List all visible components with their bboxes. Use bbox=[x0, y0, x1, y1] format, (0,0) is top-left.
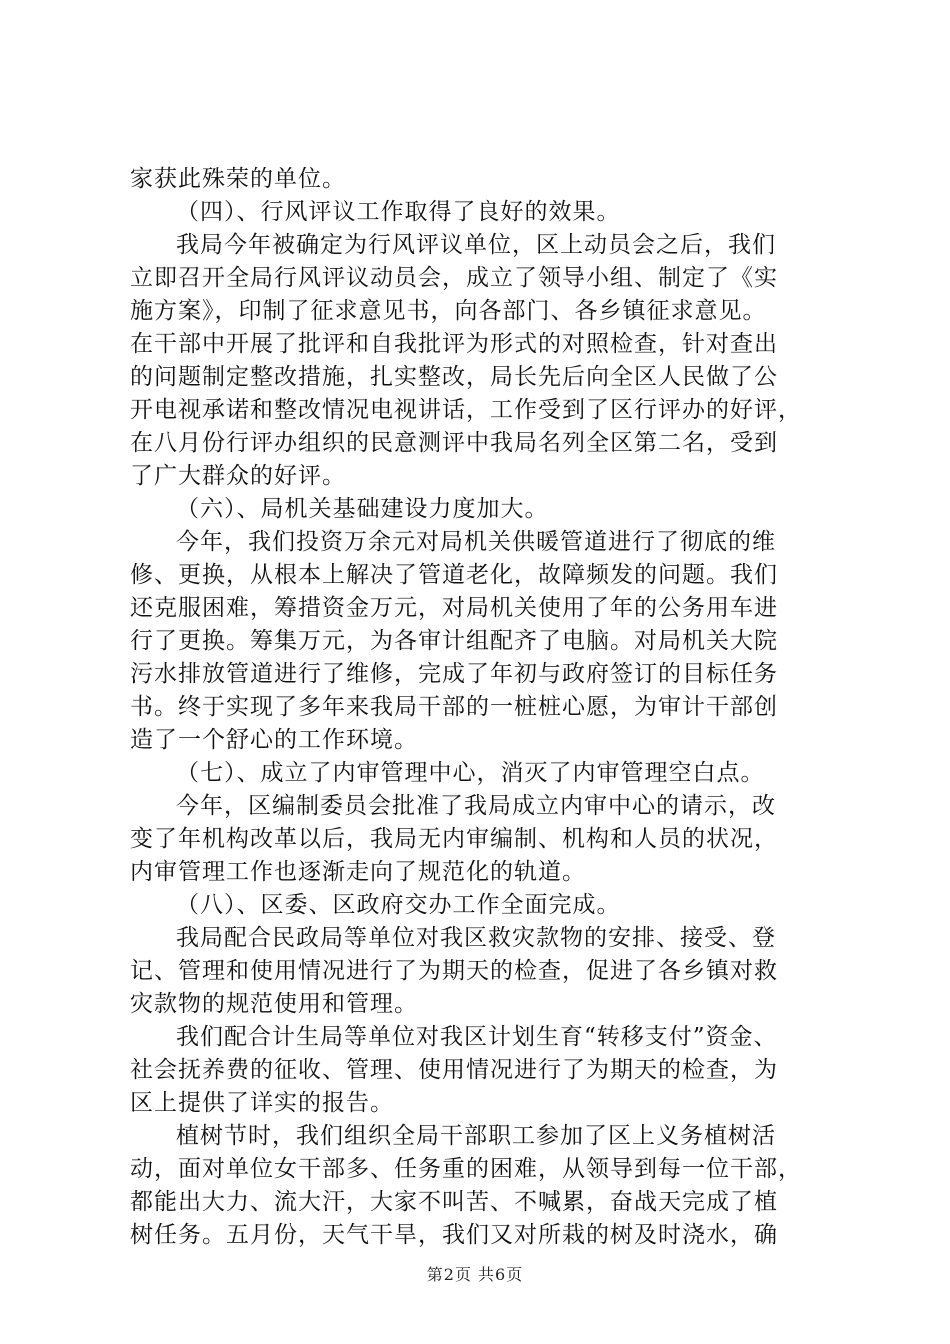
section-heading: （七）、成立了内审管理中心，消灭了内审管理空白点。 bbox=[176, 760, 765, 786]
text-line: 了广大群众的好评。 bbox=[130, 463, 346, 489]
section-heading: （四）、行风评议工作取得了良好的效果。 bbox=[176, 199, 621, 225]
text-line: 污水排放管道进行了维修，完成了年初与政府签订的目标任务 bbox=[130, 661, 778, 687]
text-line: 我们配合计生局等单位对我区计划生育“转移支付”资金、 bbox=[176, 1024, 778, 1050]
text-line: 灾款物的规范使用和管理。 bbox=[130, 991, 418, 1017]
text-line: 树任务。五月份，天气干旱，我们又对所栽的树及时浇水，确 bbox=[130, 1222, 778, 1248]
text-line: 社会抚养费的征收、管理、使用情况进行了为期天的检查，为 bbox=[130, 1057, 778, 1083]
text-line: 都能出大力、流大汗，大家不叫苦、不喊累，奋战天完成了植 bbox=[130, 1189, 778, 1215]
text-line: 区上提供了详实的报告。 bbox=[130, 1090, 394, 1116]
text-line: 还克服困难，筹措资金万元，对局机关使用了年的公务用车进 bbox=[130, 595, 778, 621]
text-line: 修、更换，从根本上解决了管道老化，故障频发的问题。我们 bbox=[130, 562, 778, 588]
text-line: 我局配合民政局等单位对我区救灾款物的安排、接受、登 bbox=[176, 925, 776, 951]
page-footer bbox=[0, 1262, 950, 1285]
section-heading: （六）、局机关基础建设力度加大。 bbox=[176, 496, 549, 522]
text-line: 施方案》，印制了征求意见书，向各部门、各乡镇征求意见。 bbox=[130, 298, 767, 324]
text-line: 在干部中开展了批评和自我批评为形式的对照检查，针对查出 bbox=[130, 331, 778, 357]
text-line: 造了一个舒心的工作环境。 bbox=[130, 727, 418, 753]
text-line: 在八月份行评办组织的民意测评中我局名列全区第二名，受到 bbox=[130, 430, 778, 456]
text-line: 今年，我们投资万余元对局机关供暖管道进行了彻底的维 bbox=[176, 529, 776, 555]
text-line: 行了更换。筹集万元，为各审计组配齐了电脑。对局机关大院 bbox=[130, 628, 778, 654]
text-line: 我局今年被确定为行风评议单位，区上动员会之后，我们 bbox=[176, 232, 776, 258]
text-line: 的问题制定整改措施，扎实整改，局长先后向全区人民做了公 bbox=[130, 364, 778, 390]
page-number-label: 第2页 共6页 bbox=[426, 1265, 524, 1284]
text-line: 动，面对单位女干部多、任务重的困难，从领导到每一位干部， bbox=[130, 1156, 802, 1182]
text-line: 今年，区编制委员会批准了我局成立内审中心的请示，改 bbox=[176, 793, 776, 819]
text-line: 立即召开全局行风评议动员会，成立了领导小组、制定了《实 bbox=[130, 265, 778, 291]
text-line: 开电视承诺和整改情况电视讲话，工作受到了区行评办的好评， bbox=[130, 397, 802, 423]
text-line: 变了年机构改革以后，我局无内审编制、机构和人员的状况， bbox=[130, 826, 778, 852]
document-body bbox=[130, 163, 830, 1252]
section-heading: （八）、区委、区政府交办工作全面完成。 bbox=[176, 892, 621, 918]
text-line: 书。终于实现了多年来我局干部的一桩桩心愿，为审计干部创 bbox=[130, 694, 778, 720]
text-line: 内审管理工作也逐渐走向了规范化的轨道。 bbox=[130, 859, 586, 885]
text-line: 植树节时，我们组织全局干部职工参加了区上义务植树活 bbox=[176, 1123, 776, 1149]
text-line: 家获此殊荣的单位。 bbox=[130, 166, 346, 192]
text-line: 记、管理和使用情况进行了为期天的检查，促进了各乡镇对救 bbox=[130, 958, 778, 984]
